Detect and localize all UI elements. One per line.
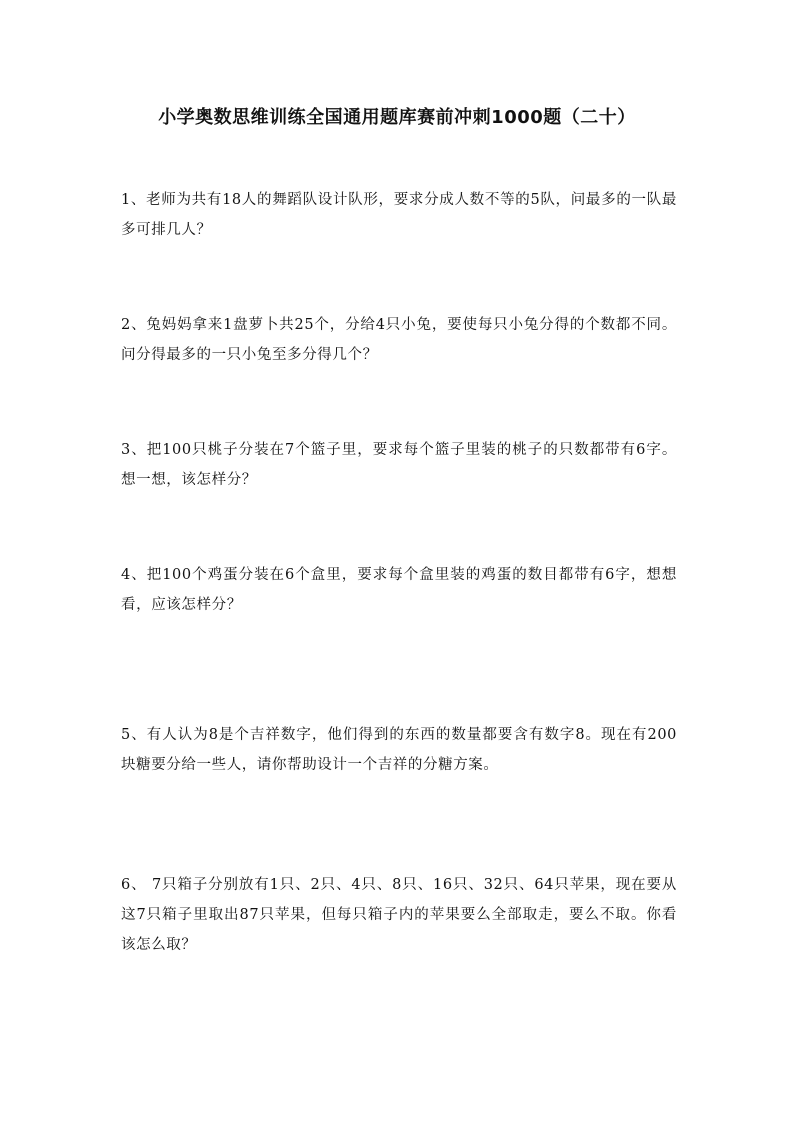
problem-4: 4、把100个鸡蛋分装在6个盒里，要求每个盒里装的鸡蛋的数目都带有6字，想想看，应该怎样分？	[121, 566, 677, 613]
problem-6: 6、 7只箱子分别放有1只、2只、4只、8只、16只、32只、64只苹果，现在要从这7只箱子里取出87只苹果，但每只箱子内的苹果要么全部取走，要么不取。你看该怎么取？	[121, 876, 677, 953]
problem-3: 3、把100只桃子分装在7个篮子里，要求每个篮子里装的桃子的只数都带有6字。想一想，该怎样分？	[121, 441, 677, 488]
problem-2: 2、兔妈妈拿来1盘萝卜共25个，分给4只小兔，要使每只小兔分得的个数都不同。问分得最多的一只小兔至多分得几个？	[121, 316, 677, 363]
page-title: 小学奥数思维训练全国通用题库赛前冲刺1000题（二十）	[158, 107, 636, 128]
problem-5: 5、有人认为8是个吉祥数字，他们得到的东西的数量都要含有数字8。现在有200块糖要分给一些人，请你帮助设计一个吉祥的分糖方案。	[121, 726, 677, 773]
problem-1: 1、老师为共有18人的舞蹈队设计队形，要求分成人数不等的5队，问最多的一队最多可排几人？	[121, 191, 677, 238]
